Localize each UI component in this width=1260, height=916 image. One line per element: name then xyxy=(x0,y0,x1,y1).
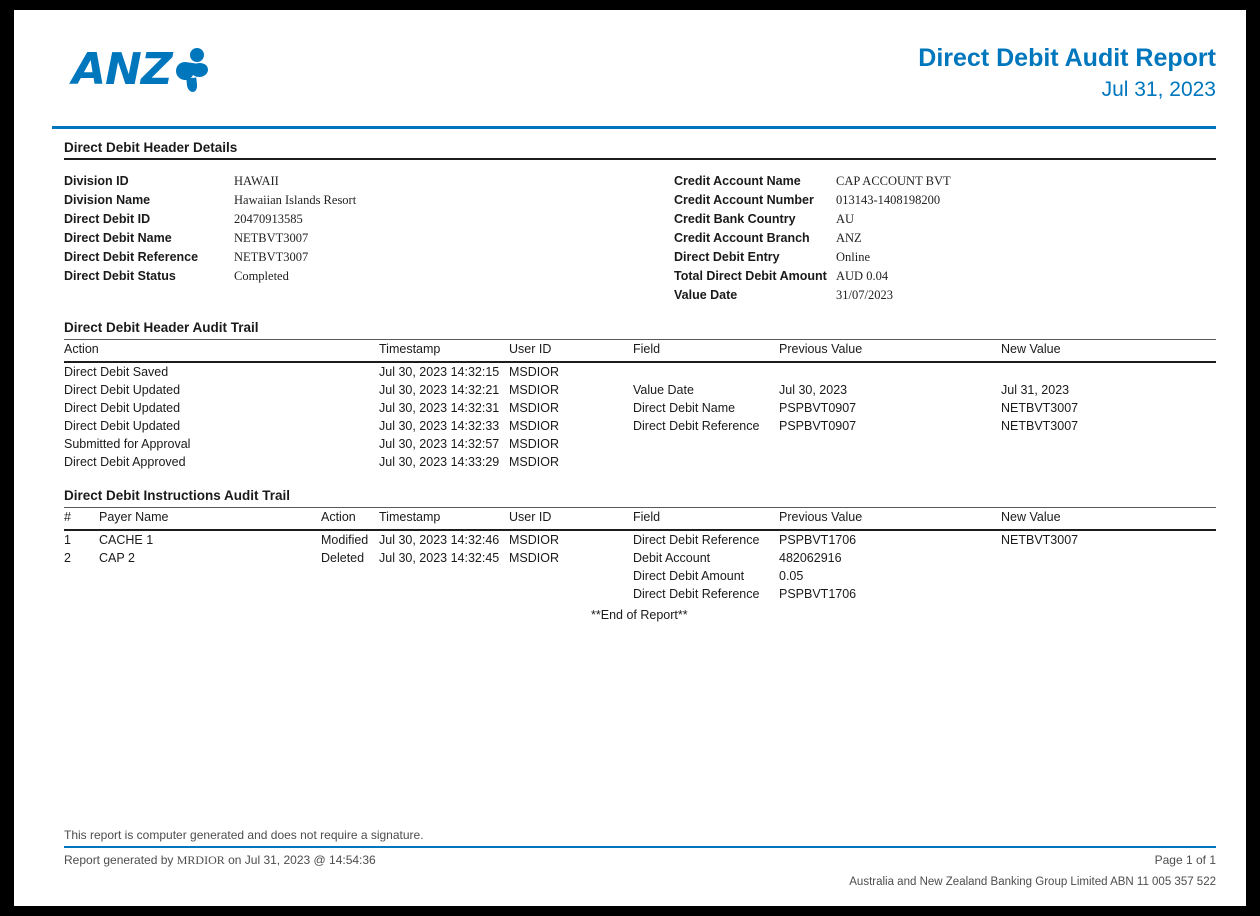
column-header-previous-value: Previous Value xyxy=(779,510,863,524)
cell-action xyxy=(321,567,379,585)
cell-timestamp xyxy=(379,585,509,603)
cell-previous-value xyxy=(779,435,1001,453)
cell-user-id: MSDIOR xyxy=(509,401,559,415)
cell-user-id: MSDIOR xyxy=(509,455,559,469)
header-details-right-values xyxy=(836,172,951,305)
cell-action: Submitted for Approval xyxy=(64,437,191,451)
field-label: Direct Debit Reference xyxy=(64,250,199,264)
field-value: CAP ACCOUNT BVT xyxy=(836,174,951,188)
table-row xyxy=(64,362,1216,381)
cell-number: 2 xyxy=(64,551,71,565)
column-header-action: Action xyxy=(64,342,99,356)
field-value: HAWAII xyxy=(234,174,279,188)
cell-payer-name: CACHE 1 xyxy=(99,533,154,547)
cell-timestamp: Jul 30, 2023 14:32:57 xyxy=(379,437,500,451)
table-row xyxy=(64,585,1216,603)
cell-new-value: Jul 31, 2023 xyxy=(1001,383,1070,397)
section-title-instructions-audit: Direct Debit Instructions Audit Trail xyxy=(64,488,291,503)
field-value: AUD 0.04 xyxy=(836,269,889,283)
cell-action xyxy=(321,585,379,603)
field-label: Credit Account Number xyxy=(674,193,814,207)
cell-field: Direct Debit Name xyxy=(633,401,736,415)
cell-action: Direct Debit Saved xyxy=(64,365,169,379)
column-header-new-value: New Value xyxy=(1001,510,1061,524)
cell-payer-name: CAP 2 xyxy=(99,551,135,565)
generated-by-line xyxy=(64,853,376,868)
report-header xyxy=(44,22,1220,120)
anz-logo-text: ANZ xyxy=(72,44,172,95)
table-row xyxy=(64,381,1216,399)
direct-debit-instructions-audit-trail xyxy=(64,488,1216,622)
field-label: Division ID xyxy=(64,174,129,188)
section-title-header-audit: Direct Debit Header Audit Trail xyxy=(64,320,259,335)
direct-debit-header-details xyxy=(64,140,1216,305)
field-label: Direct Debit Entry xyxy=(674,250,780,264)
table-header-row xyxy=(64,340,1216,362)
cell-new-value xyxy=(1001,585,1216,603)
field-value: 31/07/2023 xyxy=(836,288,893,302)
cell-number: 1 xyxy=(64,533,71,547)
table-row xyxy=(64,549,1216,567)
cell-payer-name xyxy=(99,567,321,585)
column-header-user-id: User ID xyxy=(509,342,552,356)
cell-user-id: MSDIOR xyxy=(509,419,559,433)
cell-previous-value: Jul 30, 2023 xyxy=(779,383,848,397)
cell-previous-value: 0.05 xyxy=(779,569,804,583)
field-label: Credit Bank Country xyxy=(674,212,796,226)
column-header-action: Action xyxy=(321,510,356,524)
cell-user-id: MSDIOR xyxy=(509,365,559,379)
anz-lotus-icon xyxy=(174,48,210,92)
table-row xyxy=(64,453,1216,471)
cell-action: Direct Debit Updated xyxy=(64,401,181,415)
cell-action: Direct Debit Approved xyxy=(64,455,186,469)
cell-timestamp: Jul 30, 2023 14:32:31 xyxy=(379,401,500,415)
cell-timestamp xyxy=(379,567,509,585)
column-header-number: # xyxy=(64,510,71,524)
section-divider xyxy=(64,158,1216,160)
cell-field xyxy=(633,435,779,453)
cell-field: Direct Debit Reference xyxy=(633,587,760,601)
cell-action: Modified xyxy=(321,533,369,547)
cell-field: Direct Debit Reference xyxy=(633,419,760,433)
field-label: Credit Account Branch xyxy=(674,231,810,245)
table-row xyxy=(64,435,1216,453)
report-date: Jul 31, 2023 xyxy=(1101,78,1216,101)
field-value: NETBVT3007 xyxy=(234,250,309,264)
legal-entity-line: Australia and New Zealand Banking Group Limited ABN 11 005 357 522 xyxy=(849,876,1216,888)
cell-previous-value: PSPBVT0907 xyxy=(779,419,857,433)
instructions-audit-table xyxy=(64,508,1216,603)
table-row xyxy=(64,417,1216,435)
report-footer xyxy=(64,828,1216,888)
cell-new-value xyxy=(1001,453,1216,471)
field-label: Direct Debit Name xyxy=(64,231,172,245)
generated-user: MRDIOR xyxy=(176,853,225,867)
table-row xyxy=(64,567,1216,585)
field-value: 20470913585 xyxy=(234,212,303,226)
page-number: Page 1 of 1 xyxy=(1154,853,1216,867)
cell-timestamp: Jul 30, 2023 14:32:15 xyxy=(379,365,500,379)
cell-previous-value: PSPBVT1706 xyxy=(779,587,857,601)
cell-number xyxy=(64,585,99,603)
field-label: Credit Account Name xyxy=(674,174,801,188)
cell-action: Direct Debit Updated xyxy=(64,419,181,433)
column-header-user-id: User ID xyxy=(509,510,552,524)
cell-payer-name xyxy=(99,585,321,603)
footer-divider xyxy=(64,846,1216,848)
header-details-right-column xyxy=(674,172,951,305)
cell-field: Direct Debit Reference xyxy=(633,533,760,547)
cell-previous-value xyxy=(779,453,1001,471)
column-header-field: Field xyxy=(633,342,661,356)
cell-previous-value: PSPBVT1706 xyxy=(779,533,857,547)
header-details-left-column xyxy=(64,172,674,305)
signature-note: This report is computer generated and does not require a signature. xyxy=(64,828,424,842)
column-header-timestamp: Timestamp xyxy=(379,342,441,356)
field-value: 013143-1408198200 xyxy=(836,193,941,207)
table-header-row xyxy=(64,508,1216,530)
column-header-new-value: New Value xyxy=(1001,342,1061,356)
direct-debit-header-audit-trail xyxy=(64,320,1216,471)
field-value: AU xyxy=(836,212,855,226)
anz-logo xyxy=(72,44,210,95)
page-title: Direct Debit Audit Report xyxy=(918,44,1216,72)
cell-action: Direct Debit Updated xyxy=(64,383,181,397)
column-header-previous-value: Previous Value xyxy=(779,342,863,356)
generated-suffix: on Jul 31, 2023 @ 14:54:36 xyxy=(224,853,376,867)
cell-timestamp: Jul 30, 2023 14:32:33 xyxy=(379,419,500,433)
field-label: Direct Debit Status xyxy=(64,269,176,283)
field-value: Completed xyxy=(234,269,289,283)
cell-new-value xyxy=(1001,549,1216,567)
cell-user-id: MSDIOR xyxy=(509,551,559,565)
cell-previous-value: PSPBVT0907 xyxy=(779,401,857,415)
field-value: Hawaiian Islands Resort xyxy=(234,193,357,207)
header-details-left-values xyxy=(234,172,356,305)
header-audit-table xyxy=(64,340,1216,471)
cell-previous-value: 482062916 xyxy=(779,551,842,565)
generated-prefix: Report generated by xyxy=(64,853,177,867)
field-value: Online xyxy=(836,250,871,264)
cell-timestamp: Jul 30, 2023 14:33:29 xyxy=(379,455,500,469)
cell-field xyxy=(633,362,779,381)
table-row xyxy=(64,399,1216,417)
cell-action: Deleted xyxy=(321,551,365,565)
field-label: Direct Debit ID xyxy=(64,212,151,226)
cell-number xyxy=(64,567,99,585)
cell-new-value xyxy=(1001,435,1216,453)
cell-new-value xyxy=(1001,362,1216,381)
field-value: ANZ xyxy=(836,231,862,245)
end-of-report-label: **End of Report** xyxy=(591,608,688,622)
table-row xyxy=(64,530,1216,549)
field-label: Value Date xyxy=(674,288,738,302)
column-header-field: Field xyxy=(633,510,661,524)
cell-field: Value Date xyxy=(633,383,694,397)
header-details-right-labels xyxy=(674,172,836,305)
cell-user-id: MSDIOR xyxy=(509,533,559,547)
field-label: Total Direct Debit Amount xyxy=(674,269,827,283)
column-header-timestamp: Timestamp xyxy=(379,510,441,524)
cell-field: Debit Account xyxy=(633,551,711,565)
cell-timestamp: Jul 30, 2023 14:32:21 xyxy=(379,383,500,397)
section-title-header-details: Direct Debit Header Details xyxy=(64,140,238,155)
cell-user-id xyxy=(509,585,633,603)
cell-timestamp: Jul 30, 2023 14:32:46 xyxy=(379,533,500,547)
cell-user-id xyxy=(509,567,633,585)
cell-previous-value xyxy=(779,362,1001,381)
cell-timestamp: Jul 30, 2023 14:32:45 xyxy=(379,551,500,565)
cell-new-value: NETBVT3007 xyxy=(1001,419,1079,433)
report-page xyxy=(14,10,1246,906)
field-label: Division Name xyxy=(64,193,151,207)
column-header-payer-name: Payer Name xyxy=(99,510,169,524)
cell-new-value: NETBVT3007 xyxy=(1001,401,1079,415)
field-value: NETBVT3007 xyxy=(234,231,309,245)
cell-new-value: NETBVT3007 xyxy=(1001,533,1079,547)
cell-user-id: MSDIOR xyxy=(509,383,559,397)
cell-user-id: MSDIOR xyxy=(509,437,559,451)
header-details-left-labels xyxy=(64,172,234,305)
cell-field xyxy=(633,453,779,471)
header-divider xyxy=(52,126,1216,129)
cell-field: Direct Debit Amount xyxy=(633,569,745,583)
cell-new-value xyxy=(1001,567,1216,585)
